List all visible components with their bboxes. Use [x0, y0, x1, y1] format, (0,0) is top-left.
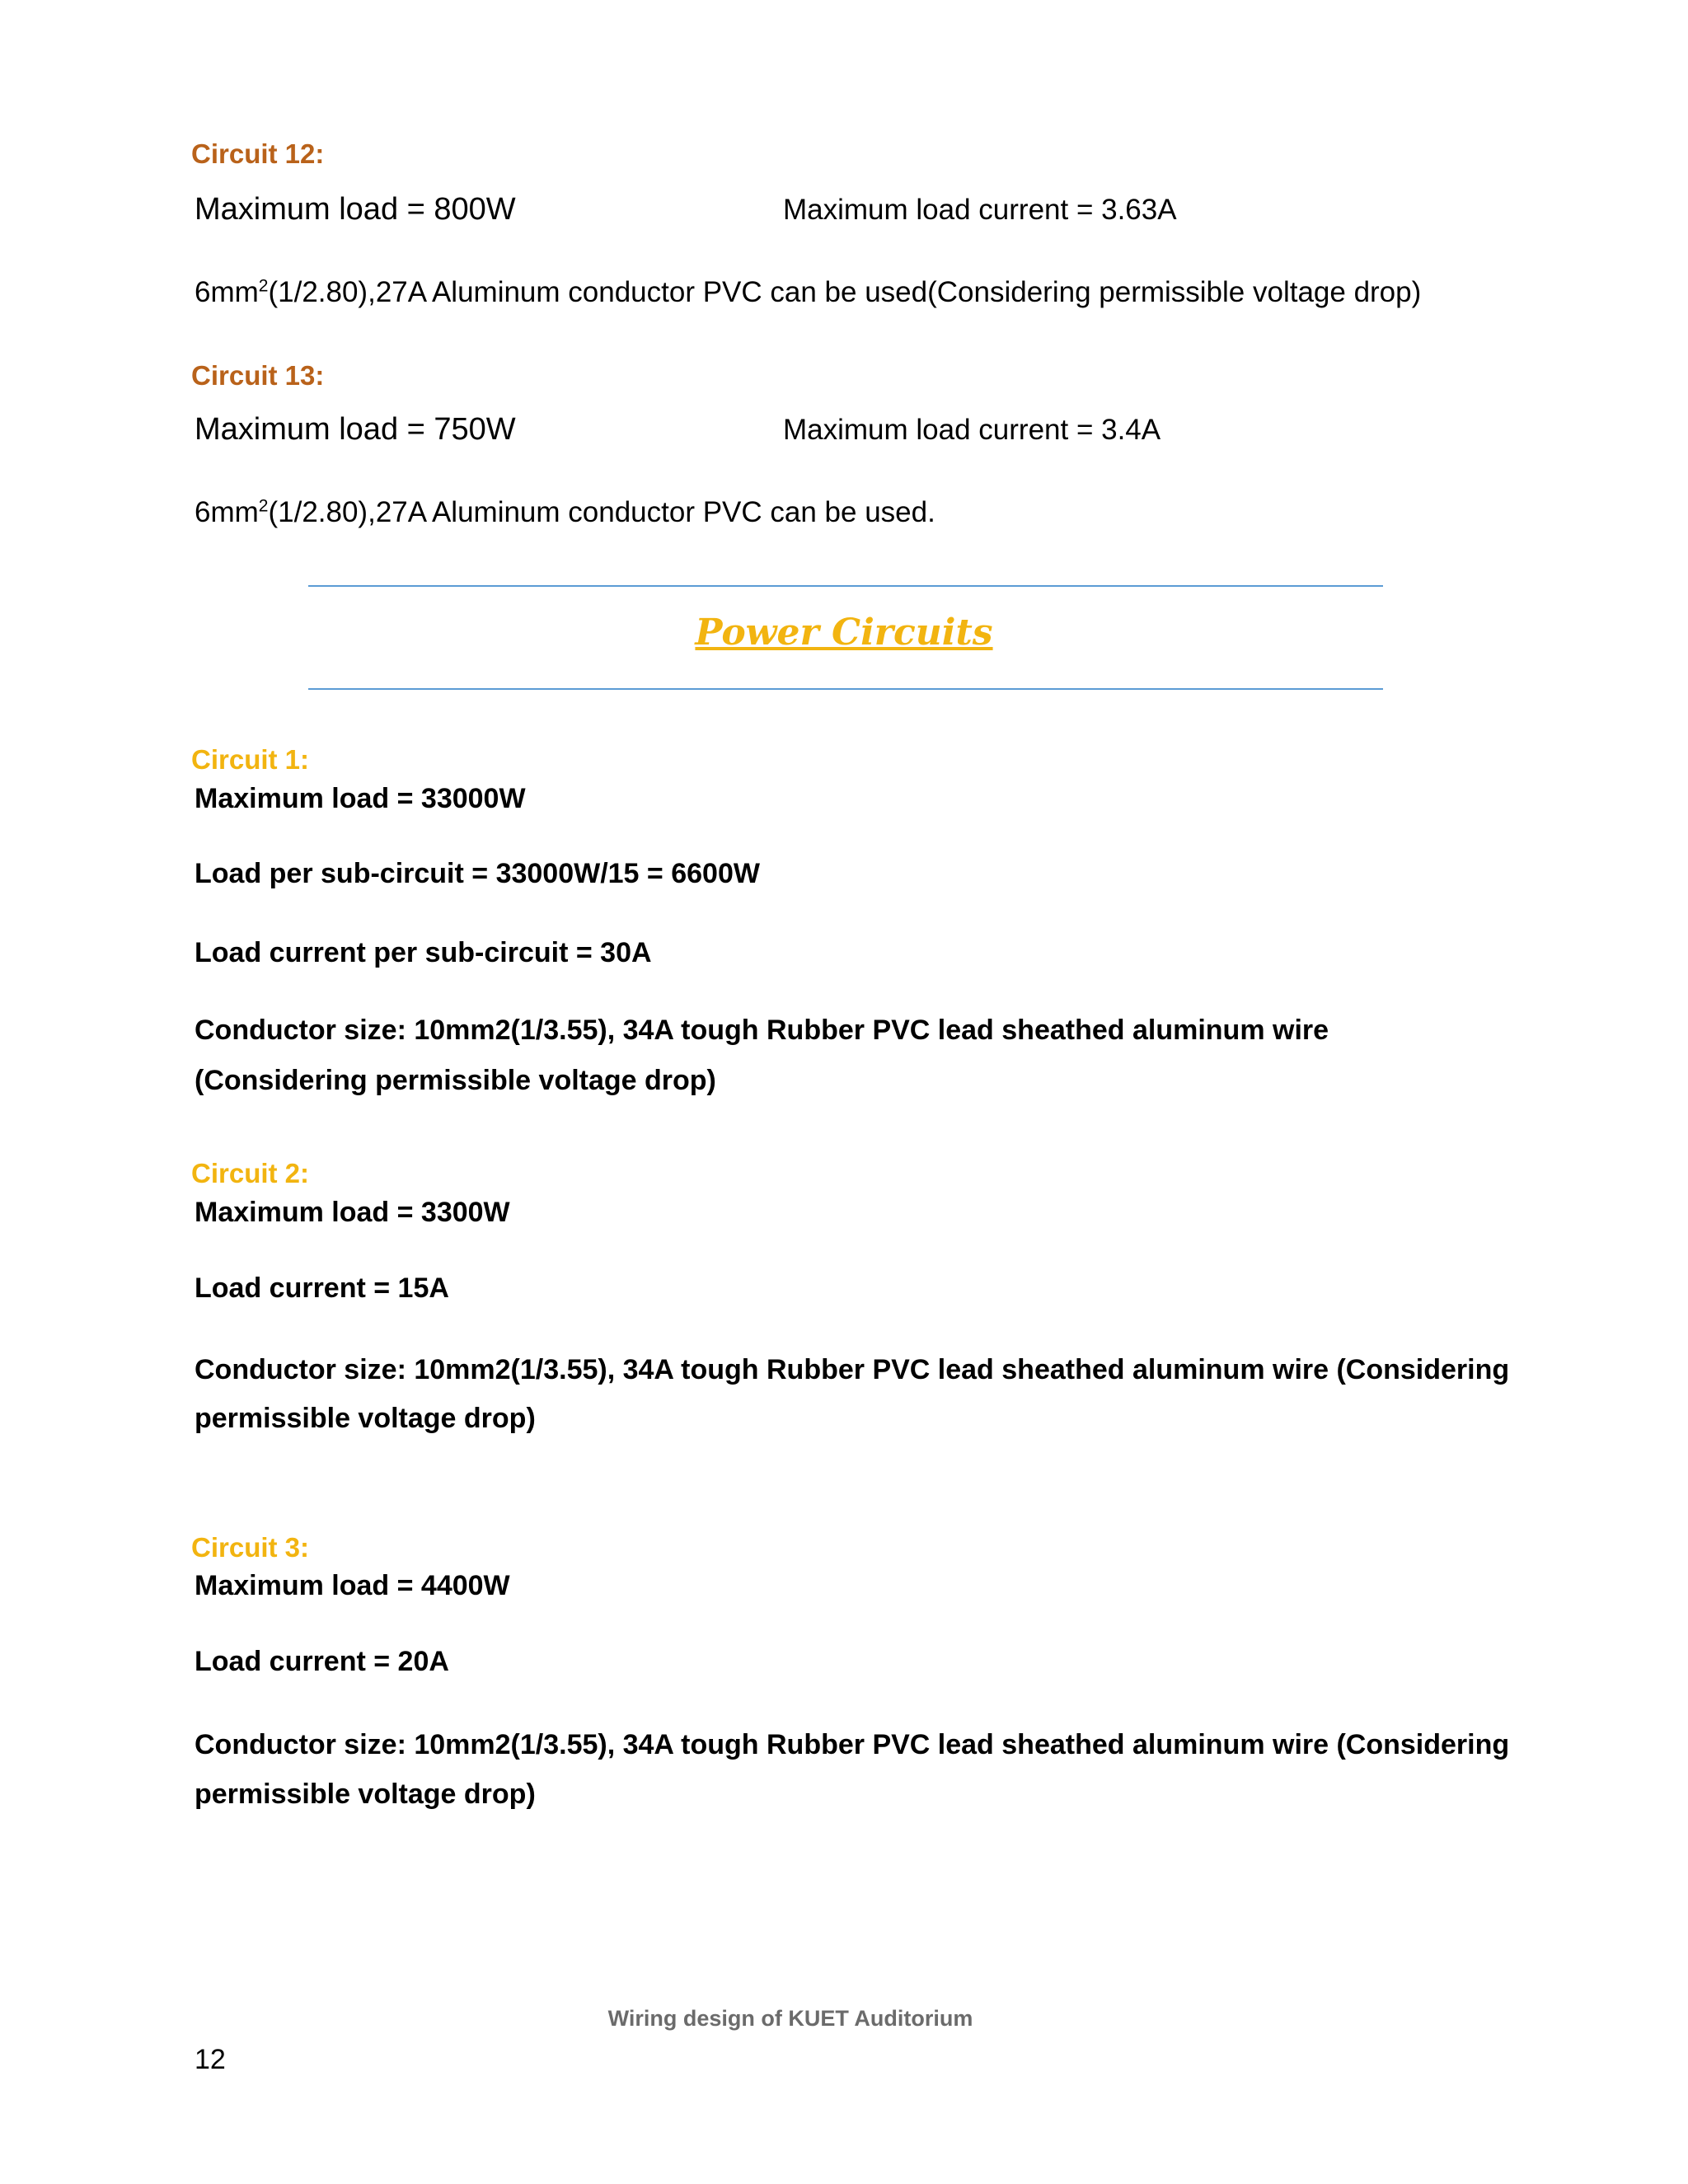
power-circuit-1-conductor-line2: (Considering permissible voltage drop)	[195, 1065, 716, 1096]
power-circuit-2-conductor-line2: permissible voltage drop)	[195, 1403, 536, 1434]
power-circuit-3-conductor-line2: permissible voltage drop)	[195, 1779, 536, 1810]
title-top-rule	[308, 585, 1383, 587]
page-number: 12	[195, 2044, 226, 2075]
circuit-12-conductor-sup: 2	[258, 276, 269, 296]
power-circuit-1-max-load: Maximum load = 33000W	[195, 783, 526, 814]
power-circuit-2-load-current: Load current = 15A	[195, 1272, 449, 1304]
power-circuit-3-load-current: Load current = 20A	[195, 1646, 449, 1677]
power-circuits-title: Power Circuits	[695, 612, 993, 654]
power-circuit-2-heading: Circuit 2:	[191, 1158, 310, 1188]
circuit-13-max-load: Maximum load = 750W	[195, 412, 516, 447]
circuit-13-conductor-post: (1/2.80),27A Aluminum conductor PVC can be used.	[268, 496, 935, 528]
circuit-12-conductor-pre: 6mm	[195, 276, 259, 308]
page-footer: Wiring design of KUET Auditorium	[607, 2006, 973, 2031]
circuit-12-heading: Circuit 12:	[191, 138, 325, 169]
circuit-13-conductor-sup: 2	[258, 496, 269, 516]
circuit-12-conductor	[195, 276, 1421, 309]
power-circuit-1-conductor-line1: Conductor size: 10mm2(1/3.55), 34A tough Rubber PVC lead sheathed aluminum wire	[195, 1015, 1329, 1046]
circuit-13-max-current: Maximum load current = 3.4A	[783, 414, 1161, 446]
circuit-13-heading: Circuit 13:	[191, 360, 325, 391]
power-circuit-1-load-current: Load current per sub-circuit = 30A	[195, 937, 652, 968]
power-circuit-2-conductor-line1: Conductor size: 10mm2(1/3.55), 34A tough Rubber PVC lead sheathed aluminum wire (Considering	[195, 1354, 1510, 1385]
power-circuit-1-heading: Circuit 1:	[191, 744, 310, 775]
circuit-12-max-load: Maximum load = 800W	[195, 192, 516, 227]
power-circuit-2-max-load: Maximum load = 3300W	[195, 1197, 510, 1228]
power-circuit-3-heading: Circuit 3:	[191, 1532, 310, 1563]
title-bottom-rule	[308, 688, 1383, 690]
power-circuit-3-conductor-line1: Conductor size: 10mm2(1/3.55), 34A tough Rubber PVC lead sheathed aluminum wire (Considering	[195, 1729, 1510, 1760]
circuit-13-conductor	[195, 496, 935, 529]
power-circuit-1-load-per-sub: Load per sub-circuit = 33000W/15 = 6600W	[195, 858, 760, 889]
circuit-12-max-current: Maximum load current = 3.63A	[783, 194, 1177, 226]
circuit-12-conductor-post: (1/2.80),27A Aluminum conductor PVC can be used(Considering permissible voltage drop)	[268, 276, 1422, 308]
circuit-13-conductor-pre: 6mm	[195, 496, 259, 528]
power-circuit-3-max-load: Maximum load = 4400W	[195, 1570, 510, 1601]
